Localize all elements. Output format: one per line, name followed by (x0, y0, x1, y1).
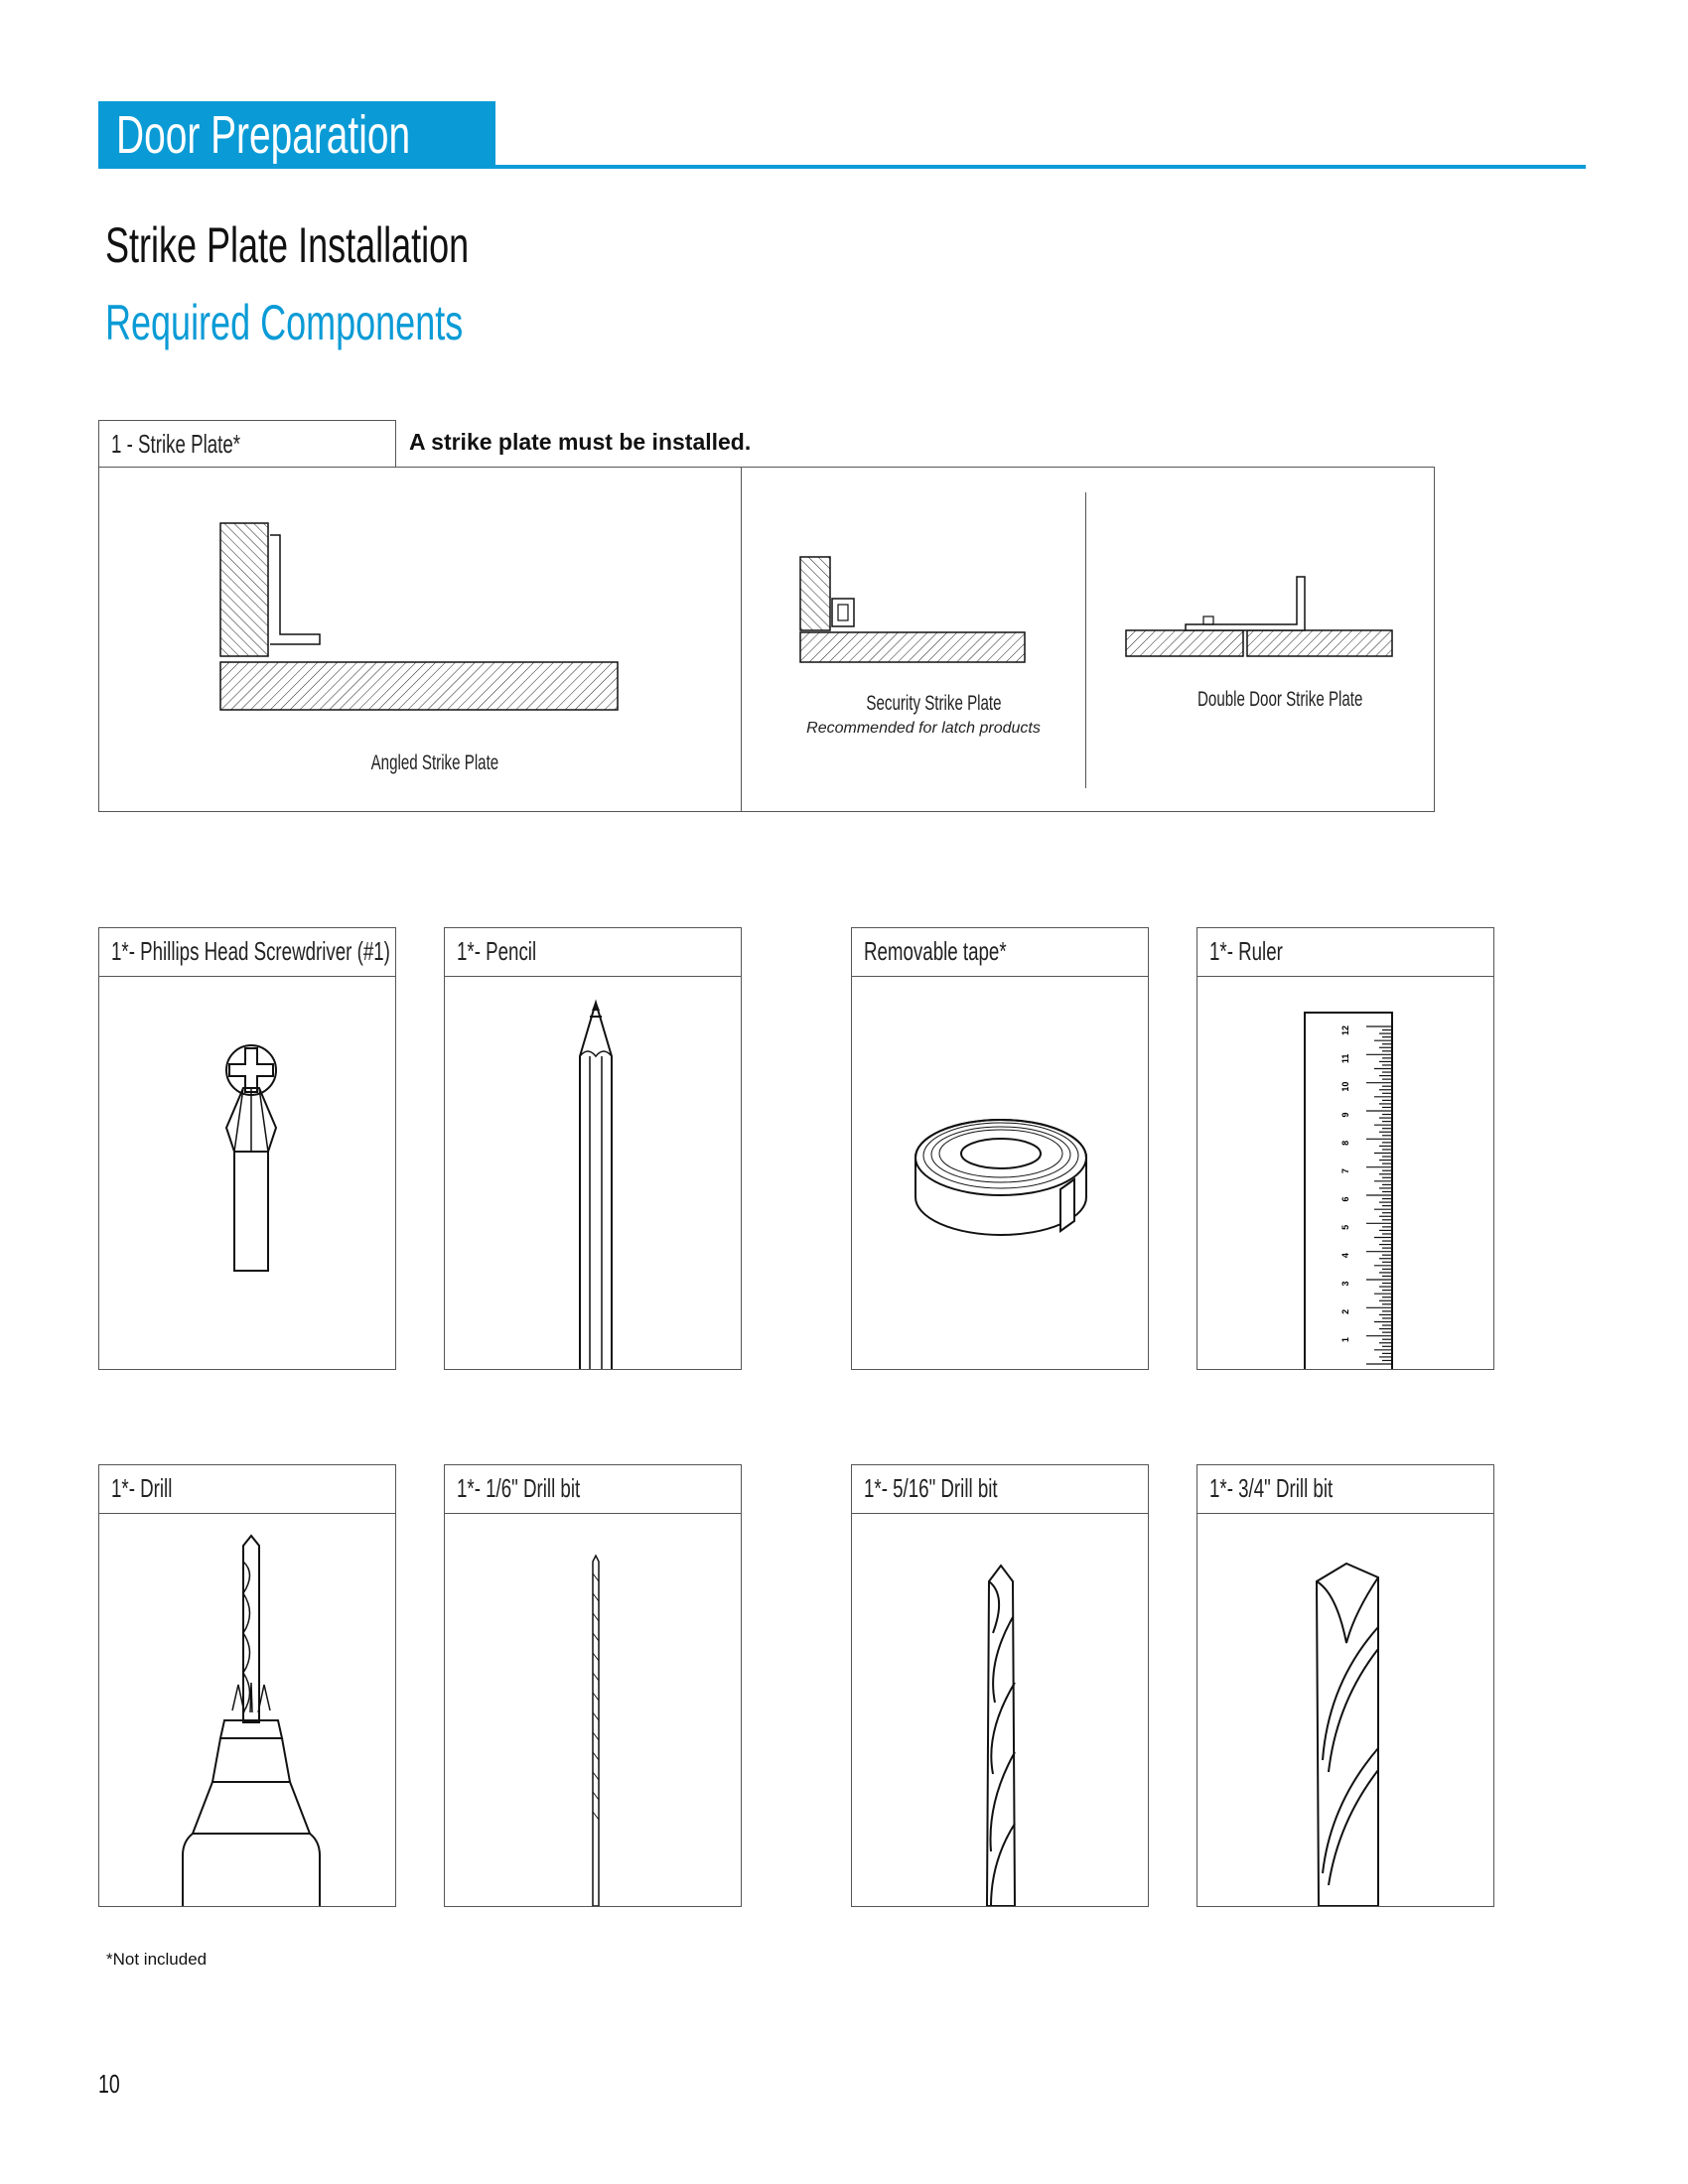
screwdriver-icon (99, 977, 395, 1369)
ruler-number: 6 (1340, 1196, 1350, 1202)
subsection-title: Required Components (105, 295, 464, 350)
double-door-strike-plate-icon (1126, 577, 1392, 656)
strike-plate-divider-2 (1085, 492, 1086, 788)
strike-plate-diagrams (99, 468, 1434, 811)
tool-card-pencil (444, 927, 742, 1370)
ruler-number: 11 (1340, 1053, 1350, 1064)
tool-label: 1*- 5/16" Drill bit (864, 1473, 998, 1503)
tool-card-header (445, 928, 741, 977)
tool-card-bit-small (444, 1464, 742, 1907)
tool-card-header (445, 1465, 741, 1514)
tool-label: Removable tape* (864, 936, 1007, 966)
ruler-number: 3 (1340, 1281, 1350, 1287)
tool-label: 1*- Drill (111, 1473, 173, 1503)
caption-security-recommendation: Recommended for latch products (806, 720, 1041, 737)
ruler-number: 12 (1340, 1024, 1350, 1036)
drill-icon (99, 1514, 395, 1906)
tool-label: 1*- Pencil (457, 936, 537, 966)
strike-plate-label: 1 - Strike Plate* (111, 429, 241, 459)
ruler-number: 7 (1340, 1168, 1350, 1174)
drill-bit-small-icon (445, 1514, 741, 1906)
header-rule (495, 165, 1586, 169)
pencil-icon (445, 977, 741, 1369)
caption-double-door-strike-plate: Double Door Strike Plate (1197, 688, 1363, 711)
ruler-number: 5 (1340, 1224, 1350, 1230)
page-number: 10 (98, 2069, 120, 2099)
tool-card-bit-medium (851, 1464, 1149, 1907)
tool-card-tape (851, 927, 1149, 1370)
tool-card-header (1197, 1465, 1493, 1514)
tool-label: 1*- 1/6" Drill bit (457, 1473, 581, 1503)
strike-plate-label-box (98, 420, 396, 468)
ruler-number: 8 (1340, 1140, 1350, 1146)
tool-card-ruler (1196, 927, 1494, 1370)
tool-card-header (852, 1465, 1148, 1514)
ruler-number: 4 (1340, 1253, 1350, 1259)
strike-plate-divider (741, 467, 742, 812)
page-header-title: Door Preparation (116, 105, 411, 165)
ruler-number: 1 (1340, 1337, 1350, 1343)
drill-bit-large-icon (1197, 1514, 1493, 1906)
tool-card-drill (98, 1464, 396, 1907)
ruler-number: 10 (1340, 1081, 1350, 1092)
tool-label: 1*- Ruler (1209, 936, 1283, 966)
strike-plate-diagram-panel (98, 467, 1435, 812)
security-strike-plate-icon (800, 557, 1025, 662)
tape-roll-icon (852, 977, 1148, 1369)
tool-card-bit-large (1196, 1464, 1494, 1907)
tool-label: 1*- Phillips Head Screwdriver (#1) (111, 936, 390, 966)
tool-card-screwdriver (98, 927, 396, 1370)
caption-security-strike-plate: Security Strike Plate (866, 692, 1002, 715)
strike-plate-note: A strike plate must be installed. (409, 429, 752, 455)
footnote: *Not included (106, 1950, 208, 1969)
tool-card-header (1197, 928, 1493, 977)
caption-angled-strike-plate: Angled Strike Plate (370, 751, 499, 774)
ruler-icon (1197, 977, 1493, 1369)
tool-card-header (99, 928, 395, 977)
ruler-number: 9 (1340, 1112, 1350, 1118)
drill-bit-medium-icon (852, 1514, 1148, 1906)
tool-card-header (852, 928, 1148, 977)
angled-strike-plate-icon (220, 523, 618, 710)
tool-label: 1*- 3/4" Drill bit (1209, 1473, 1334, 1503)
ruler-number: 2 (1340, 1308, 1350, 1314)
tool-card-header (99, 1465, 395, 1514)
section-title: Strike Plate Installation (105, 217, 470, 273)
